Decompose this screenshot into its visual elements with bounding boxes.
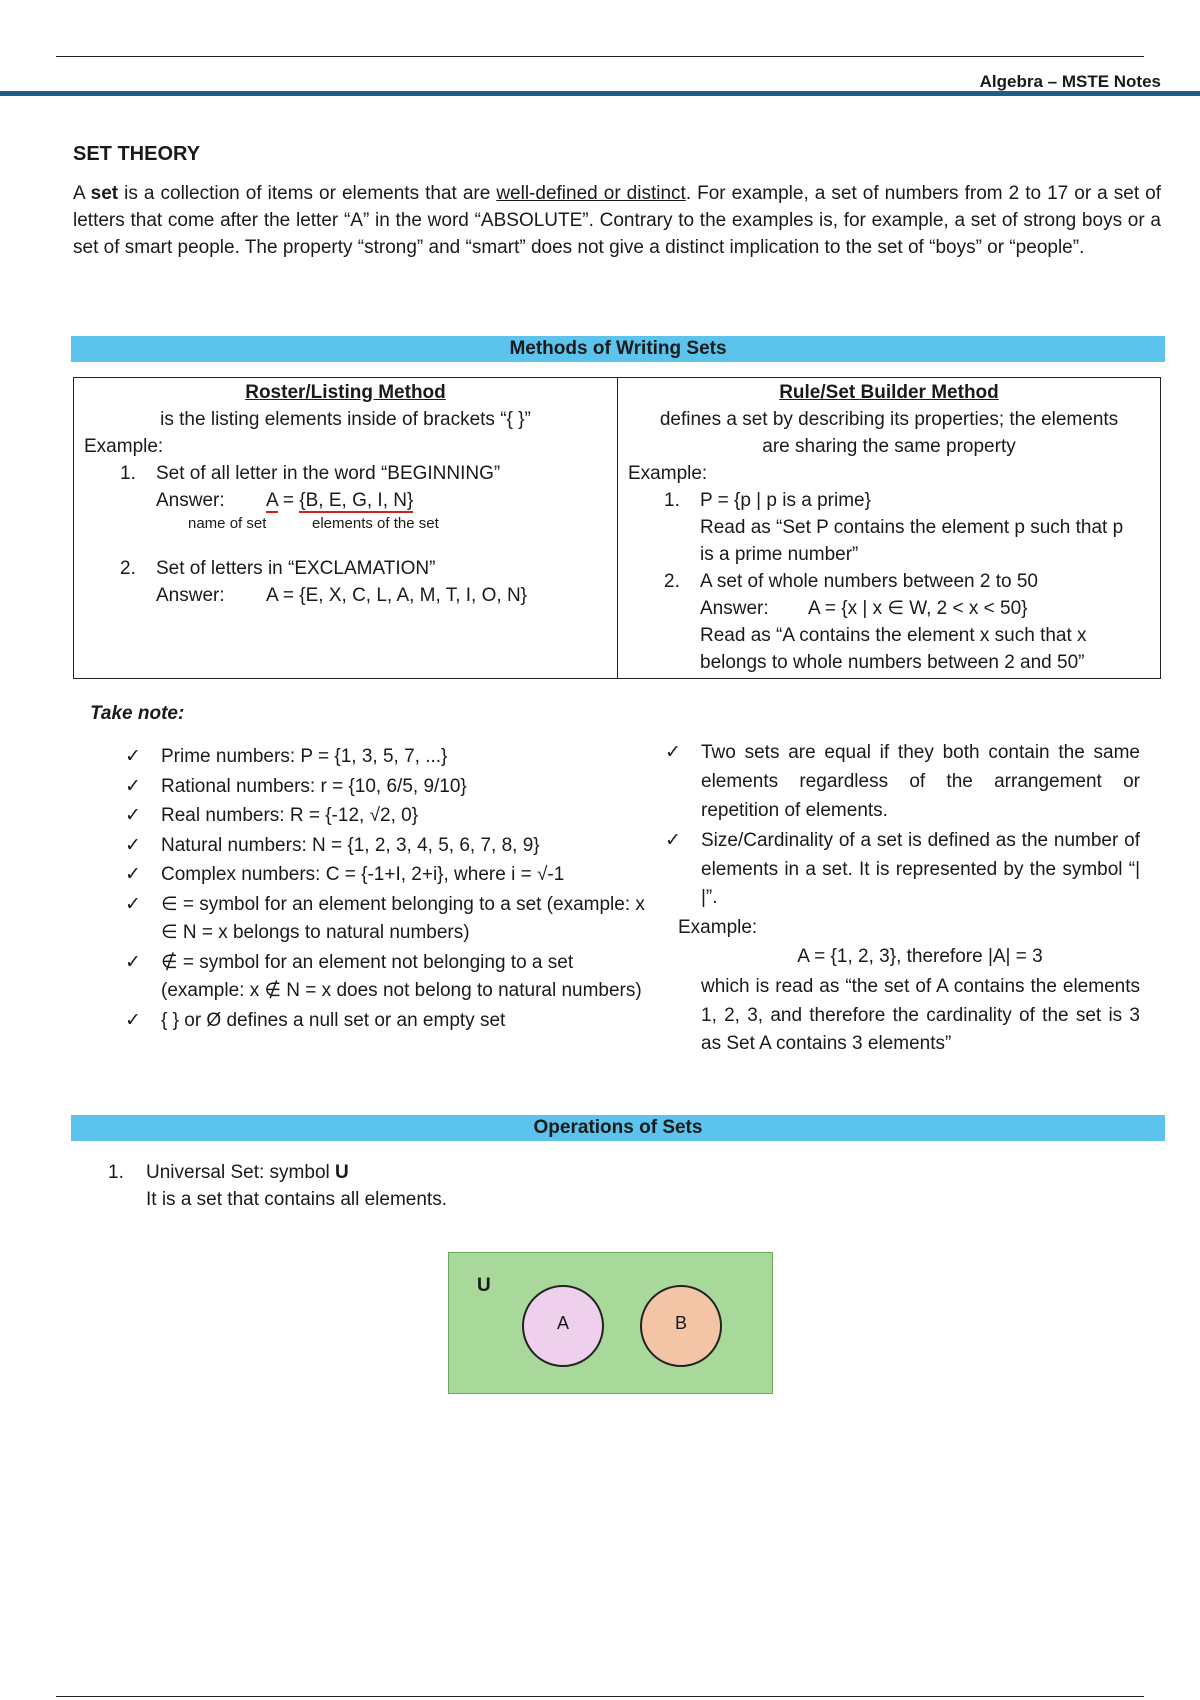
check-icon: ✓: [665, 742, 681, 763]
rule-item2-answer-label: Answer:: [700, 597, 769, 619]
roster-item2-text: Set of letters in “EXCLAMATION”: [156, 558, 436, 580]
take-note-left-list: [125, 743, 645, 1036]
rule-item1-number: 1.: [664, 489, 680, 511]
rule-example-label: Example:: [628, 462, 708, 484]
rule-heading: Rule/Set Builder Method: [779, 382, 999, 403]
universal-set-number: 1.: [108, 1162, 124, 1183]
rule-item2-answer: [700, 596, 1136, 623]
list-item-text: ∉ = symbol for an element not belonging to a set (example: x ∉ N = x does not belong to natural numbers): [161, 951, 642, 1001]
intro-text-b: is a collection of items or elements that are: [118, 183, 497, 204]
roster-heading: Roster/Listing Method: [245, 382, 446, 403]
set-elements-underline: {B, E, G, I, N}: [299, 489, 414, 511]
intro-bold-set: set: [90, 183, 119, 204]
list-item-text: Prime numbers: P = {1, 3, 5, 7, ...}: [161, 746, 448, 767]
roster-item1-answer: [156, 488, 607, 515]
intro-paragraph: [73, 181, 1161, 262]
rule-item2-answer-value: A = {x | x ∈ W, 2 < x < 50}: [808, 597, 1028, 619]
rule-item1-text: P = {p | p is a prime}: [700, 489, 871, 511]
venn-circle-b: B: [640, 1285, 722, 1367]
roster-item1-answer-label: Answer:: [156, 489, 225, 511]
roster-example-1: [84, 461, 607, 515]
cardinality-example-text: which is read as “the set of A contains the elements 1, 2, 3, and therefore the cardinality of the set is 3 as Set A contains 3 elements”: [701, 976, 1140, 1054]
set-name-underline: A: [266, 489, 278, 511]
list-item-text: Size/Cardinality of a set is defined as the number of elements in a set. It is represented by the symbol “| |”.: [701, 829, 1140, 909]
check-icon: ✓: [125, 864, 141, 885]
bottom-rule: [56, 1696, 1144, 1697]
list-item: [665, 739, 1140, 826]
rule-item1-read: Read as “Set P contains the element p such that p is a prime number”: [700, 516, 1124, 565]
list-item-text: Rational numbers: r = {10, 6/5, 9/10}: [161, 775, 467, 797]
rule-item2-number: 2.: [664, 570, 680, 592]
list-item: [125, 949, 645, 1006]
list-item: [125, 802, 645, 831]
universal-set-description: It is a set that contains all elements.: [146, 1188, 447, 1210]
cardinality-example-label: Example:: [678, 917, 758, 938]
rule-item2-read: Read as “A contains the element x such that x belongs to whole numbers between 2 and 50”: [700, 624, 1087, 673]
check-icon: ✓: [125, 775, 141, 797]
roster-description: is the listing elements inside of brackets “{ }”: [160, 408, 531, 430]
roster-item1-answer-value: [266, 488, 413, 515]
methods-table: [73, 377, 1161, 679]
list-item-text: Two sets are equal if they both contain the same elements regardless of the arrangement or repetition of elements.: [701, 742, 1140, 821]
list-item: [125, 891, 645, 948]
universal-set-title: Universal Set: symbol: [146, 1162, 336, 1183]
roster-item2-number: 2.: [120, 558, 136, 580]
roster-item2-answer-label: Answer:: [156, 585, 225, 607]
header-title: Algebra – MSTE Notes: [979, 72, 1161, 91]
check-icon: ✓: [125, 834, 141, 856]
list-item-text: Natural numbers: N = {1, 2, 3, 4, 5, 6, 7, 8, 9}: [161, 834, 540, 856]
rule-item2-text: A set of whole numbers between 2 to 50: [700, 570, 1038, 592]
check-icon: ✓: [125, 1009, 141, 1031]
name-of-set-label: name of set: [188, 514, 267, 532]
venn-diagram: [448, 1252, 773, 1394]
universal-set-item: [108, 1160, 1008, 1214]
list-item: [665, 827, 1140, 914]
rule-description: defines a set by describing its properties; the elements are sharing the same property: [659, 408, 1119, 457]
list-item: [125, 832, 645, 861]
list-item-text: ∈ = symbol for an element belonging to a set (example: x ∈ N = x belongs to natural numbers): [161, 893, 645, 943]
header-blue-rule: [0, 91, 1200, 96]
intro-text-c: . For example, a set of numbers from 2 to 17 or a set of letters that come after the letter “A” in the word “ABSOLUTE”. Contrary to the examples is, for example, a set of strong boys or a set of smart people. The property “strong” and “smart” does not give a distinct implication to the set of “boys” or “people”.: [73, 183, 1162, 258]
check-icon: ✓: [125, 893, 141, 915]
check-icon: ✓: [125, 746, 141, 767]
venn-circle-a: A: [522, 1285, 604, 1367]
check-icon: ✓: [665, 829, 681, 851]
cardinality-example-equation: A = {1, 2, 3}, therefore |A| = 3: [797, 946, 1043, 967]
roster-column: [74, 378, 617, 678]
list-item-text: Real numbers: R = {-12, √2, 0}: [161, 805, 419, 826]
section-title: SET THEORY: [73, 143, 201, 165]
check-icon: ✓: [125, 805, 141, 826]
top-rule: [56, 56, 1144, 57]
roster-item1-text: Set of all letter in the word “BEGINNING”: [156, 462, 501, 484]
roster-example-label: Example:: [84, 435, 164, 457]
list-item: [125, 743, 645, 772]
take-note-right-list: [665, 739, 1140, 914]
rule-column: [617, 378, 1160, 678]
intro-underline: well-defined or distinct: [496, 183, 686, 204]
roster-item1-equals: =: [277, 489, 300, 511]
roster-example-2: [84, 556, 607, 610]
venn-universal-label: U: [477, 1275, 491, 1296]
list-item-text: Complex numbers: C = {-1+I, 2+i}, where i = √-1: [161, 864, 565, 885]
roster-item2-answer: [156, 583, 607, 610]
methods-banner: Methods of Writing Sets: [71, 336, 1165, 362]
roster-item1-number: 1.: [120, 462, 136, 484]
list-item-text: { } or Ø defines a null set or an empty set: [161, 1009, 506, 1031]
elements-of-set-label: elements of the set: [312, 514, 439, 532]
roster-item2-answer-value: A = {E, X, C, L, A, M, T, I, O, N}: [266, 585, 528, 607]
answer-annotations: [84, 513, 607, 534]
take-note-title: Take note:: [90, 703, 185, 724]
rule-example-1: [628, 488, 1150, 569]
list-item: [125, 861, 645, 890]
universal-set-symbol: U: [335, 1162, 349, 1183]
list-item: [125, 773, 645, 802]
list-item: [125, 1007, 645, 1036]
rule-example-2: [628, 569, 1150, 677]
check-icon: ✓: [125, 951, 141, 973]
operations-banner: Operations of Sets: [71, 1115, 1165, 1141]
intro-text-a: A: [73, 183, 91, 204]
